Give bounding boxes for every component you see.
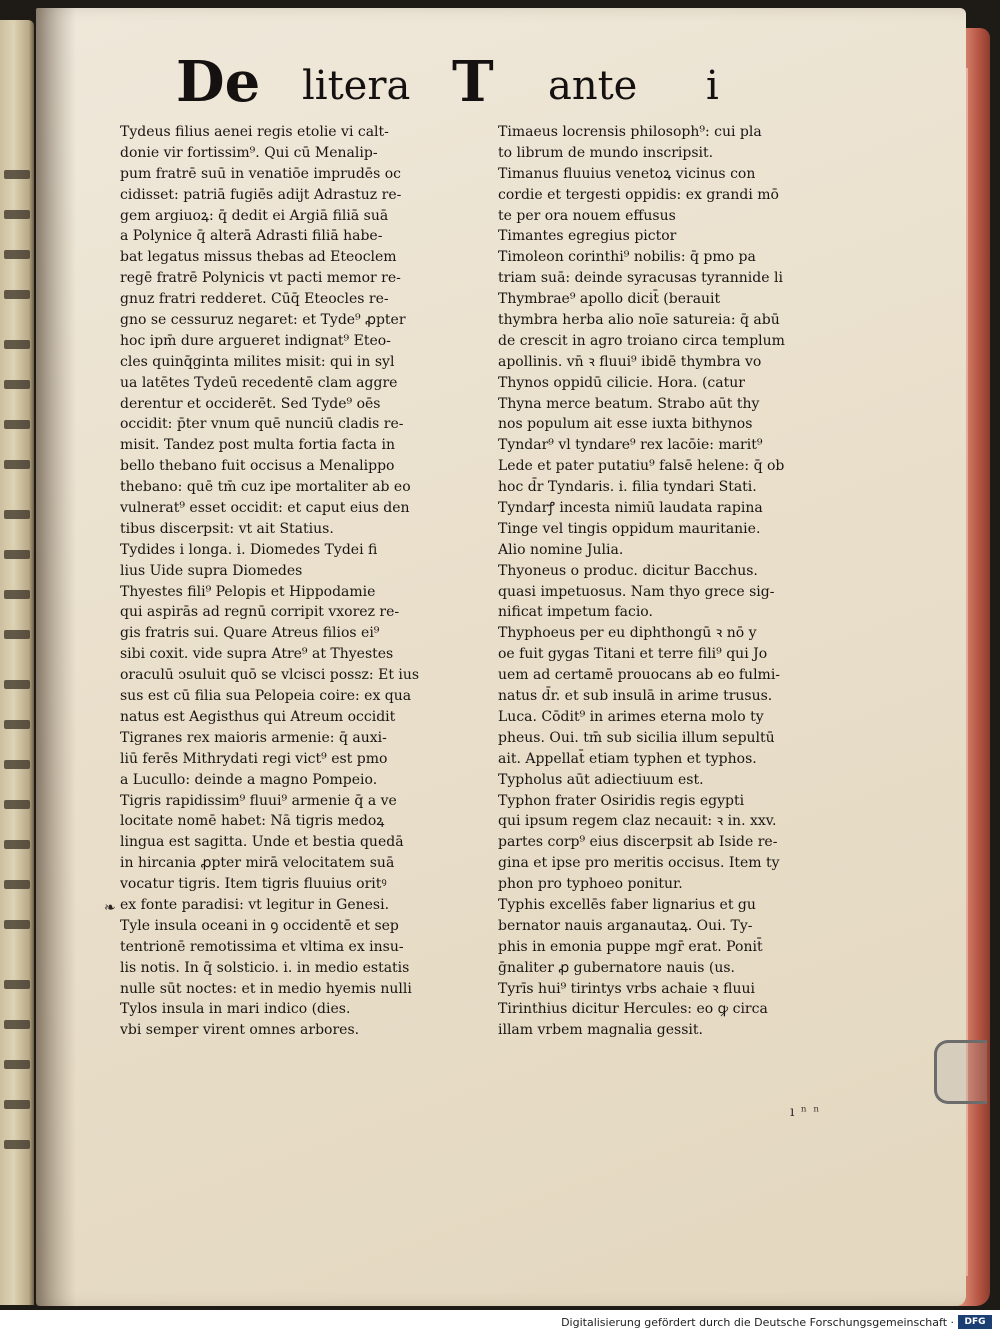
right-column-line: Typhon frater Osiridis regis egypti	[498, 792, 745, 809]
running-head	[176, 49, 856, 116]
marginal-pilcrow-mark: ❧	[104, 900, 116, 916]
right-column-line: Thyna merce beatum. Strabo aūt thy	[498, 395, 760, 412]
left-column-line: Tydeus filius aenei regis etolie vi calt-	[120, 124, 389, 140]
right-column-line: Tinge vel tingis oppidum mauritanie.	[498, 520, 761, 537]
folio-number: i	[706, 63, 719, 109]
running-head-word-ante: ante	[548, 63, 638, 109]
left-column-line: lis notis. In q̄ solsticio. i. in medio estatis	[120, 959, 410, 976]
facing-page-text-fragment	[4, 210, 30, 219]
left-column-line: in hircania ꝓpter mirā velocitatem suā	[120, 855, 395, 872]
facing-page-text-fragment	[4, 340, 30, 349]
right-column-line: ḡnaliter ꝓ gubernatore nauis (us.	[498, 959, 735, 976]
left-column-line: qui aspirās ad regnū corripit vxorez re-	[120, 604, 400, 621]
facing-page-text-fragment	[4, 510, 30, 519]
right-column-line: Tyrīs hui⁹ tirintys vrbs achaie ꝛ fluui	[498, 980, 755, 997]
right-column-line: thymbra herba alio noīe satureia: q̄ abū	[498, 312, 780, 329]
footer-bar	[0, 1310, 1000, 1335]
right-column-line: phon pro typhoeo ponitur.	[498, 876, 683, 893]
left-column-line: a Lucullo: deinde a magno Pompeio.	[120, 771, 378, 788]
left-column-line: gem argiuoꝝ: q̄ dedit ei Argiā filiā suā	[120, 207, 389, 224]
facing-page-text-fragment	[4, 630, 30, 639]
left-column-line: pum fratrē suū in venatiōe imprudēs oc	[120, 165, 401, 182]
facing-page-text-fragment	[4, 880, 30, 889]
left-column-line: misit. Tandez post multa fortia facta in	[120, 437, 395, 454]
dfg-logo: DFG	[958, 1315, 992, 1329]
left-column-line: lingua est sagitta. Unde et bestia quedā	[120, 834, 404, 851]
right-column-line: Alio nomine Julia.	[498, 541, 624, 558]
right-column-line: Thyoneus o produc. dicitur Bacchus.	[498, 562, 758, 579]
left-column-line: vulnerat⁹ esset occidit: et caput eius den	[120, 500, 410, 517]
left-column-line: natus est Aegisthus qui Atreum occidit	[120, 708, 396, 725]
right-column-line: qui ipsum regem claz necauit: ꝛ in. xxv.	[498, 813, 777, 830]
right-column-line: Timoleon corinthi⁹ nobilis: q̄ pmo pa	[498, 249, 756, 266]
left-column-line: Tylos insula in mari indico (dies.	[120, 1001, 351, 1018]
left-text-column	[120, 122, 475, 1041]
left-column-line: thebano: quē tm̄ cuz ipe mortaliter ab eo	[120, 479, 411, 496]
gutter-shadow	[36, 8, 76, 1306]
left-column-line: lius Uide supra Diomedes	[120, 562, 303, 579]
left-facing-page-edge	[0, 20, 34, 1305]
funding-credit: Digitalisierung gefördert durch die Deutsche Forschungsgemeinschaft ·	[561, 1316, 954, 1329]
right-column-line: triam suā: deinde syracusas tyrannide li	[498, 270, 783, 287]
right-column-line: Tyndarꝭ incesta nimiū laudata rapina	[498, 500, 763, 517]
left-column-line: gis fratris sui. Quare Atreus filios ei⁹	[120, 625, 380, 642]
right-column-line: Thyphoeus per eu diphthongū ꝛ nō y	[498, 625, 757, 642]
right-column-line: cordie et tergesti oppidis: ex grandi mō	[498, 186, 779, 203]
right-column-line: te per ora nouem effusus	[498, 207, 676, 224]
right-column-line: apollinis. vn̄ ꝛ fluui⁹ ibidē thymbra vo	[498, 353, 762, 370]
facing-page-text-fragment	[4, 380, 30, 389]
facing-page-text-fragment	[4, 1140, 30, 1149]
left-column-line: derentur et occiderēt. Sed Tyde⁹ oēs	[120, 395, 381, 412]
left-column-line: a Polynice q̄ alterā Adrasti filiā habe-	[120, 228, 383, 245]
left-column-line: cidisset: patriā fugiēs adijt Adrastuz re-	[120, 186, 402, 203]
right-column-line: de crescit in agro troiano circa templum	[498, 332, 785, 349]
right-text-column	[498, 122, 846, 1041]
left-column-line: hoc ipm̄ dure argueret indignat⁹ Eteo-	[120, 332, 391, 349]
right-column-line: oe fuit gygas Titani et terre fili⁹ qui Jo	[498, 646, 768, 663]
left-column-line: Thyestes fili⁹ Pelopis et Hippodamie	[120, 583, 376, 600]
facing-page-text-fragment	[4, 840, 30, 849]
left-column-line: oraculū ↄsuluit quō se vlcisci possz: Et ius	[120, 667, 420, 684]
right-column-line: Tyndar⁹ vl tyndare⁹ rex lacōie: marit⁹	[498, 437, 763, 454]
facing-page-text-fragment	[4, 680, 30, 689]
facing-page-text-fragment	[4, 420, 30, 429]
running-head-word-litera: litera	[302, 63, 411, 109]
facing-page-text-fragment	[4, 720, 30, 729]
left-column-line: regē fratrē Polynicis vt pacti memor re-	[120, 270, 401, 287]
page-clip	[934, 1040, 987, 1104]
right-column-line: Thymbrae⁹ apollo dicit̄ (berauit	[498, 291, 721, 308]
left-column-line: sus est cū filia sua Pelopeia coire: ex qua	[120, 688, 412, 705]
left-column-line: vocatur tigris. Item tigris fluuius oritꝰ	[120, 876, 387, 893]
left-column-line: bat legatus missus thebas ad Eteoclem	[120, 249, 397, 266]
left-column-line: liū ferēs Mithrydati regi vict⁹ est pmo	[120, 750, 388, 767]
left-column-line: tibus discerpsit: vt ait Statius.	[120, 520, 334, 537]
left-column-line: cles quinq̄ginta milites misit: qui in syl	[120, 353, 395, 370]
right-column-line: Timanus fluuius venetoꝝ vicinus con	[498, 165, 756, 182]
left-column-line: ua latētes Tydeū recedentē clam aggre	[120, 374, 398, 391]
right-column-line: uem ad certamē prouocans ab eo fulmi-	[498, 667, 781, 684]
facing-page-text-fragment	[4, 760, 30, 769]
left-column-line: bello thebano fuit occisus a Menalippo	[120, 458, 395, 475]
left-column-line: locitate nomē habet: Nā tigris medoꝝ	[120, 813, 385, 830]
left-column-line: occidit: p̄ter vnum quē nunciū cladis re-	[120, 416, 404, 433]
left-column-line: Tigranes rex maioris armenie: q̄ auxi-	[120, 729, 387, 746]
facing-page-text-fragment	[4, 460, 30, 469]
right-column-line: nificat impetum facio.	[498, 604, 653, 621]
left-column-line: gno se cessuruz negaret: et Tyde⁹ ꝓpter	[120, 312, 406, 329]
facing-page-text-fragment	[4, 550, 30, 559]
left-column-line: Tyle insula oceani in ꝯ occidentē et sep	[120, 917, 399, 934]
facing-page-text-fragment	[4, 1020, 30, 1029]
right-column-line: partes corp⁹ eius discerpsit ab Iside re-	[498, 834, 778, 851]
right-column-line: natus d̄r. et sub insulā in arime trusus.	[498, 688, 773, 705]
right-column-line: Typhis excellēs faber lignarius et gu	[498, 896, 756, 913]
right-column-line: pheus. Oui. tm̄ sub sicilia illum sepultū	[498, 729, 775, 746]
right-column-line: Typholus aūt adiectiuum est.	[498, 771, 704, 788]
left-column-line: Tydides i longa. i. Diomedes Tydei fi	[120, 541, 378, 558]
left-column-line: ex fonte paradisi: vt legitur in Genesi.	[120, 896, 390, 913]
printer-signature-mark: ı ⁿ ⁿ	[790, 1104, 821, 1120]
facing-page-text-fragment	[4, 800, 30, 809]
right-column-line: Timaeus locrensis philosoph⁹: cui pla	[498, 124, 762, 140]
right-column-line: Timantes egregius pictor	[498, 228, 677, 245]
left-column-line: Tigris rapidissim⁹ fluui⁹ armenie q̄ a ve	[120, 792, 397, 809]
facing-page-text-fragment	[4, 980, 30, 989]
right-column-line: gina et ipse pro meritis occisus. Item ty	[498, 855, 780, 872]
right-column-line: hoc d̄r Tyndaris. i. filia tyndari Stati.	[498, 479, 757, 496]
left-column-line: tentrionē remotissima et vltima ex insu-	[120, 938, 404, 955]
facing-page-text-fragment	[4, 250, 30, 259]
right-column-line: phis in emonia puppe mgr̄ erat. Ponit̄	[498, 938, 763, 955]
facing-page-text-fragment	[4, 1100, 30, 1109]
left-column-line: vbi semper virent omnes arbores.	[120, 1022, 360, 1039]
left-column-line: gnuz fratri redderet. Cūq̄ Eteocles re-	[120, 291, 389, 308]
right-column-line: nos populum ait esse iuxta bithynos	[498, 416, 753, 433]
left-column-line: nulle sūt noctes: et in medio hyemis nulli	[120, 980, 412, 997]
facing-page-text-fragment	[4, 290, 30, 299]
right-column-line: ait. Appellat̄ etiam typhen et typhos.	[498, 750, 757, 767]
right-column-line: Tirinthius dicitur Hercules: eo ꝙ circa	[498, 1001, 768, 1018]
right-column-line: Lede et pater putatiu⁹ falsē helene: q̄ ob	[498, 458, 785, 475]
facing-page-text-fragment	[4, 590, 30, 599]
right-column-line: quasi impetuosus. Nam thyo grece sig-	[498, 583, 775, 600]
right-column-line: to librum de mundo inscripsit.	[498, 144, 714, 161]
facing-page-text-fragment	[4, 170, 30, 179]
right-column-line: Thynos oppidū cilicie. Hora. (catur	[498, 374, 745, 391]
running-head-initial: T	[452, 49, 494, 115]
left-column-line: donie vir fortissim⁹. Qui cū Menalip-	[120, 144, 378, 161]
right-column-line: Luca. Cōdit⁹ in arimes eterna molo ty	[498, 708, 764, 725]
right-column-line: bernator nauis arganautaꝝ. Oui. Ty-	[498, 917, 753, 934]
left-column-line: sibi coxit. vide supra Atre⁹ at Thyestes	[120, 646, 394, 663]
running-head-word-de: De	[176, 49, 261, 115]
facing-page-text-fragment	[4, 920, 30, 929]
right-column-line: illam vrbem magnalia gessit.	[498, 1022, 703, 1039]
facing-page-text-fragment	[4, 1060, 30, 1069]
